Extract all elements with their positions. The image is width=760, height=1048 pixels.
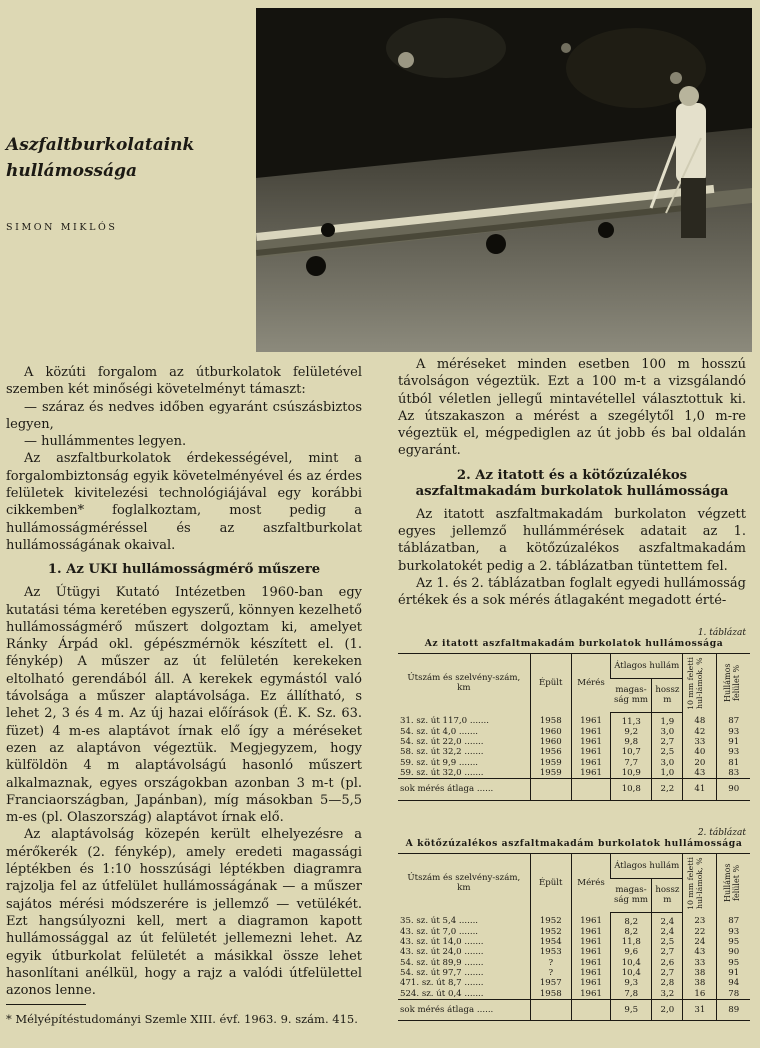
left-column	[6, 364, 362, 999]
data-table	[398, 653, 750, 801]
cell-s: 90	[717, 947, 750, 957]
paragraph: Az aszfaltburkolatok érdekességével, mint a forgalombiztonság egyik követelményével és az érdes felületek kivitelezési technológiájával egy korábbi cikkemben* foglalkoztam, most pedig a hullámosságméréssel és az aszfaltburkolat hullámosságának okaival.	[6, 451, 362, 553]
section-heading-2	[398, 468, 746, 500]
table-row	[398, 912, 750, 927]
table-2	[398, 828, 750, 1021]
table-row	[398, 989, 750, 1000]
cell-h: 11,3	[611, 712, 652, 727]
footnote-rule	[6, 1004, 86, 1005]
cell-built: 1959	[530, 768, 571, 779]
cell-built: 1958	[530, 989, 571, 1000]
paragraph: Az Útügyi Kutató Intézetben 1960-ban egy kutatási téma keretében egyszerű, könnyen kezelhető hullámosságmérő műszert dolgoztam ki, amelyet Ránky Árpád okl. gépészmérnök készített el. (1. fénykép) A műszer az út felületén kerekeken eltolható gerendából áll. A kerekek egymástól való távolsága a műszer alaptávolsága. Ez állítható, s lehet 2, 3 és 4 m. Az új hazai előírások (É. K. Sz. 63. füzet) 4 m-es alaptávot írnak elő így a méréseket ezen az alaptávon végeztük. Megjegyzem, hogy külföldön 4 m alaptávolságú hasonló műszert alkalmaznak, egyes országokban azonban 3 m-t (pl. Franciaországban, Japánban), míg másokban 5—5,5 m-es (pl. Olaszország) alaptávot írnak elő.	[6, 585, 363, 826]
paragraph: Az alaptávolság közepén került elhelyezésre a mérőkerék (2. fénykép), amely eredeti magassági léptékben és 1:10 hosszúsági léptékben diagramra rajzolja fel az útfelület hullámosságának — a műszer sajátos mérési módszerére is jellemző — vetülékét. Ezt hangsúlyozni kell, mert a diagramon kapott hullámossággal az út felületét jellemezni lehet. Az egyik útburkolat felületét a másikkal össze lehet hasonlítani anélkül, hogy a rajz a valódi útfelülettel azonos lenne.	[6, 827, 362, 999]
cell-h: 10,9	[611, 768, 652, 779]
cell-s: 95	[717, 937, 750, 947]
cell-o: 42	[683, 727, 717, 737]
avg-cell-h: 10,8	[611, 779, 652, 800]
list-item: — hullámmentes legyen.	[24, 434, 187, 450]
col-header-over10	[683, 654, 717, 713]
cell-built: 1960	[530, 727, 571, 737]
list-item: — száraz és nedves időben egyaránt csúszásbiztos legyen,	[6, 399, 362, 432]
cell-road: 54. sz. út 4,0 .......	[400, 726, 479, 737]
table-row	[398, 968, 750, 978]
heading-line: 2. Az itatott és a kötőzúzalékos	[456, 467, 688, 483]
cell-o: 43	[683, 768, 717, 779]
cell-built: 1957	[530, 978, 571, 988]
avg-cell-l: 2,2	[652, 779, 683, 800]
photo-measuring-device	[256, 8, 752, 352]
col-header-road: Útszám és szelvény-szám, km	[398, 854, 530, 913]
cell-o: 20	[683, 758, 717, 768]
table-row	[398, 947, 750, 957]
cell-road: 35. sz. út 5,4 .......	[400, 916, 479, 927]
table-row	[398, 737, 750, 747]
col-header-built: Épült	[530, 854, 571, 913]
col-header-built: Épült	[530, 654, 571, 713]
data-table	[398, 853, 750, 1021]
cell-l: 1,0	[652, 768, 683, 779]
cell-l: 2,4	[652, 912, 683, 927]
cell-h: 9,6	[611, 947, 652, 957]
author-name: SIMON MIKLÓS	[6, 222, 118, 233]
avg-cell-label: sok mérés átlaga ......	[398, 999, 530, 1020]
cell-o: 22	[683, 927, 717, 937]
cell-o: 33	[683, 737, 717, 747]
cell-meas: 1961	[571, 758, 610, 768]
table-1	[398, 628, 750, 801]
cell-road: 43. sz. út 14,0 .......	[400, 937, 484, 948]
cell-road: 31. sz. út 117,0 .......	[400, 716, 489, 727]
cell-l: 2,7	[652, 968, 683, 978]
article-title	[6, 132, 246, 184]
cell-s: 87	[717, 912, 750, 927]
cell-meas: 1961	[571, 737, 610, 747]
col-header-height: magas-ság mm	[611, 678, 652, 712]
cell-s: 78	[717, 989, 750, 1000]
section-heading-1: 1. Az UKI hullámosságmérő műszere	[47, 562, 321, 578]
cell-h: 8,2	[611, 927, 652, 937]
table-row	[398, 978, 750, 988]
cell-s: 87	[717, 712, 750, 727]
table-body	[398, 912, 750, 1021]
col-header-measured: Mérés	[571, 854, 610, 913]
cell-road: 54. sz. út 22,0 .......	[400, 737, 484, 748]
cell-built: 1952	[530, 912, 571, 927]
photo-image	[256, 8, 752, 352]
avg-cell-l: 2,0	[652, 999, 683, 1020]
cell-road: 471. sz. út 8,7 .......	[400, 978, 484, 989]
cell-built: 1953	[530, 947, 571, 957]
avg-cell-empty	[571, 999, 610, 1020]
cell-meas: 1961	[571, 947, 610, 957]
cell-meas: 1961	[571, 937, 610, 947]
cell-built: 1956	[530, 747, 571, 757]
cell-h: 9,8	[611, 737, 652, 747]
cell-road: 524. sz. út 0,4 .......	[400, 988, 484, 999]
cell-h: 9,3	[611, 978, 652, 988]
cell-l: 3,0	[652, 727, 683, 737]
col-header-surface	[717, 854, 750, 913]
table-row-average	[398, 779, 750, 800]
cell-s: 94	[717, 978, 750, 988]
paragraph: A méréseket minden esetben 100 m hosszú távolságon végeztük. Ezt a 100 m-t a vizsgálandó útból véletlen jellegű mintavétellel választottuk ki. Az útszakaszon a mérést a szegélytől 1,0 m-re végeztük el, mégpediglen az út jobb és bal oldalán egyaránt.	[398, 357, 746, 459]
cell-built: 1958	[530, 712, 571, 727]
cell-h: 11,8	[611, 937, 652, 947]
table-number: 1. táblázat	[697, 628, 746, 638]
cell-l: 3,2	[652, 989, 683, 1000]
paragraph: Az itatott aszfaltmakadám burkolaton végzett egyes jellemző hullámmérések adatait az 1. táblázatban, a kötőzúzalékos aszfaltmakadám burkolatokét pedig a 2. táblázatban tüntettem fel.	[398, 506, 746, 574]
cell-h: 10,4	[611, 968, 652, 978]
cell-road: 43. sz. út 24,0 .......	[400, 947, 484, 958]
heading-line: aszfaltmakadám burkolatok hullámossága	[415, 483, 729, 499]
cell-l: 2,8	[652, 978, 683, 988]
cell-built: 1960	[530, 737, 571, 747]
cell-meas: 1961	[571, 958, 610, 968]
right-column	[398, 356, 746, 610]
cell-built: 1952	[530, 927, 571, 937]
avg-cell-o: 41	[683, 779, 717, 800]
cell-h: 10,4	[611, 958, 652, 968]
cell-l: 2,7	[652, 947, 683, 957]
avg-cell-empty	[571, 779, 610, 800]
cell-o: 38	[683, 978, 717, 988]
cell-o: 48	[683, 712, 717, 727]
col-header-length: hossz m	[652, 678, 683, 712]
cell-s: 93	[717, 927, 750, 937]
avg-cell-s: 89	[717, 999, 750, 1020]
cell-built: 1959	[530, 758, 571, 768]
cell-s: 81	[717, 758, 750, 768]
col-header-measured: Mérés	[571, 654, 610, 713]
cell-l: 2,5	[652, 937, 683, 947]
cell-h: 9,2	[611, 727, 652, 737]
header-text: Hullámos felület %	[722, 663, 741, 703]
cell-built: 1954	[530, 937, 571, 947]
cell-h: 10,7	[611, 747, 652, 757]
table-row	[398, 747, 750, 757]
cell-meas: 1961	[571, 978, 610, 988]
avg-cell-h: 9,5	[611, 999, 652, 1020]
cell-meas: 1961	[571, 989, 610, 1000]
table-row	[398, 727, 750, 737]
cell-s: 95	[717, 958, 750, 968]
table-row	[398, 958, 750, 968]
cell-o: 33	[683, 958, 717, 968]
cell-built: ?	[530, 958, 571, 968]
cell-s: 91	[717, 737, 750, 747]
table-title: A kötőzúzalékos aszfaltmakadám burkolatok hullámossága	[405, 838, 743, 849]
table-title: Az itatott aszfaltmakadám burkolatok hullámossága	[424, 638, 724, 649]
cell-h: 7,8	[611, 989, 652, 1000]
col-header-height: magas-ság mm	[611, 878, 652, 912]
table-number: 2. táblázat	[697, 828, 746, 838]
cell-road: 58. sz. út 32,2 .......	[400, 747, 484, 758]
col-header-surface	[717, 654, 750, 713]
table-row	[398, 758, 750, 768]
avg-cell-label: sok mérés átlaga ......	[398, 779, 530, 800]
table-body	[398, 712, 750, 800]
cell-meas: 1961	[571, 927, 610, 937]
cell-s: 91	[717, 968, 750, 978]
col-header-road: Útszám és szelvény-szám, km	[398, 654, 530, 713]
col-header-over10	[683, 854, 717, 913]
cell-l: 3,0	[652, 758, 683, 768]
cell-meas: 1961	[571, 912, 610, 927]
cell-road: 59. sz. út 9,9 .......	[400, 757, 479, 768]
header-text: 10 mm feletti hul-lámok, %	[685, 856, 704, 910]
cell-road: 43. sz. út 7,0 .......	[400, 926, 479, 937]
col-header-length: hossz m	[652, 878, 683, 912]
header-text: Hullámos felület %	[722, 863, 741, 903]
header-text: 10 mm feletti hul-lámok, %	[685, 656, 704, 710]
cell-l: 2,5	[652, 747, 683, 757]
cell-l: 1,9	[652, 712, 683, 727]
cell-meas: 1961	[571, 968, 610, 978]
cell-road: 59. sz. út 32,0 .......	[400, 767, 484, 778]
cell-meas: 1961	[571, 747, 610, 757]
cell-l: 2,4	[652, 927, 683, 937]
cell-meas: 1961	[571, 768, 610, 779]
cell-road: 54. sz. út 97,7 .......	[400, 967, 484, 978]
cell-road: 54. sz. út 89,9 .......	[400, 957, 484, 968]
table-row	[398, 768, 750, 779]
cell-built: ?	[530, 968, 571, 978]
avg-cell-empty	[530, 779, 571, 800]
cell-l: 2,7	[652, 737, 683, 747]
cell-h: 8,2	[611, 912, 652, 927]
cell-o: 16	[683, 989, 717, 1000]
col-header-avg-wave: Átlagos hullám	[611, 854, 683, 879]
table-row	[398, 937, 750, 947]
cell-s: 93	[717, 727, 750, 737]
cell-o: 23	[683, 912, 717, 927]
cell-o: 40	[683, 747, 717, 757]
col-header-avg-wave: Átlagos hullám	[611, 654, 683, 679]
cell-o: 38	[683, 968, 717, 978]
title-line-2: hullámossága	[6, 161, 138, 181]
cell-meas: 1961	[571, 712, 610, 727]
paragraph: A közúti forgalom az útburkolatok felületével szemben két minőségi követelményt támaszt:	[6, 365, 362, 398]
cell-s: 93	[717, 747, 750, 757]
table-row-average	[398, 999, 750, 1020]
cell-l: 2,6	[652, 958, 683, 968]
cell-h: 7,7	[611, 758, 652, 768]
paragraph: Az 1. és 2. táblázatban foglalt egyedi hullámosság értékek és a sok mérés átlagaként megadott érté-	[398, 575, 746, 609]
cell-meas: 1961	[571, 727, 610, 737]
footnote: * Mélyépítéstudományi Szemle XIII. évf. 1963. 9. szám. 415.	[6, 1012, 358, 1026]
cell-o: 43	[683, 947, 717, 957]
title-line-1: Aszfaltburkolataink	[6, 135, 195, 155]
cell-s: 83	[717, 768, 750, 779]
avg-cell-empty	[530, 999, 571, 1020]
avg-cell-o: 31	[683, 999, 717, 1020]
table-row	[398, 712, 750, 727]
cell-o: 24	[683, 937, 717, 947]
avg-cell-s: 90	[717, 779, 750, 800]
table-row	[398, 927, 750, 937]
